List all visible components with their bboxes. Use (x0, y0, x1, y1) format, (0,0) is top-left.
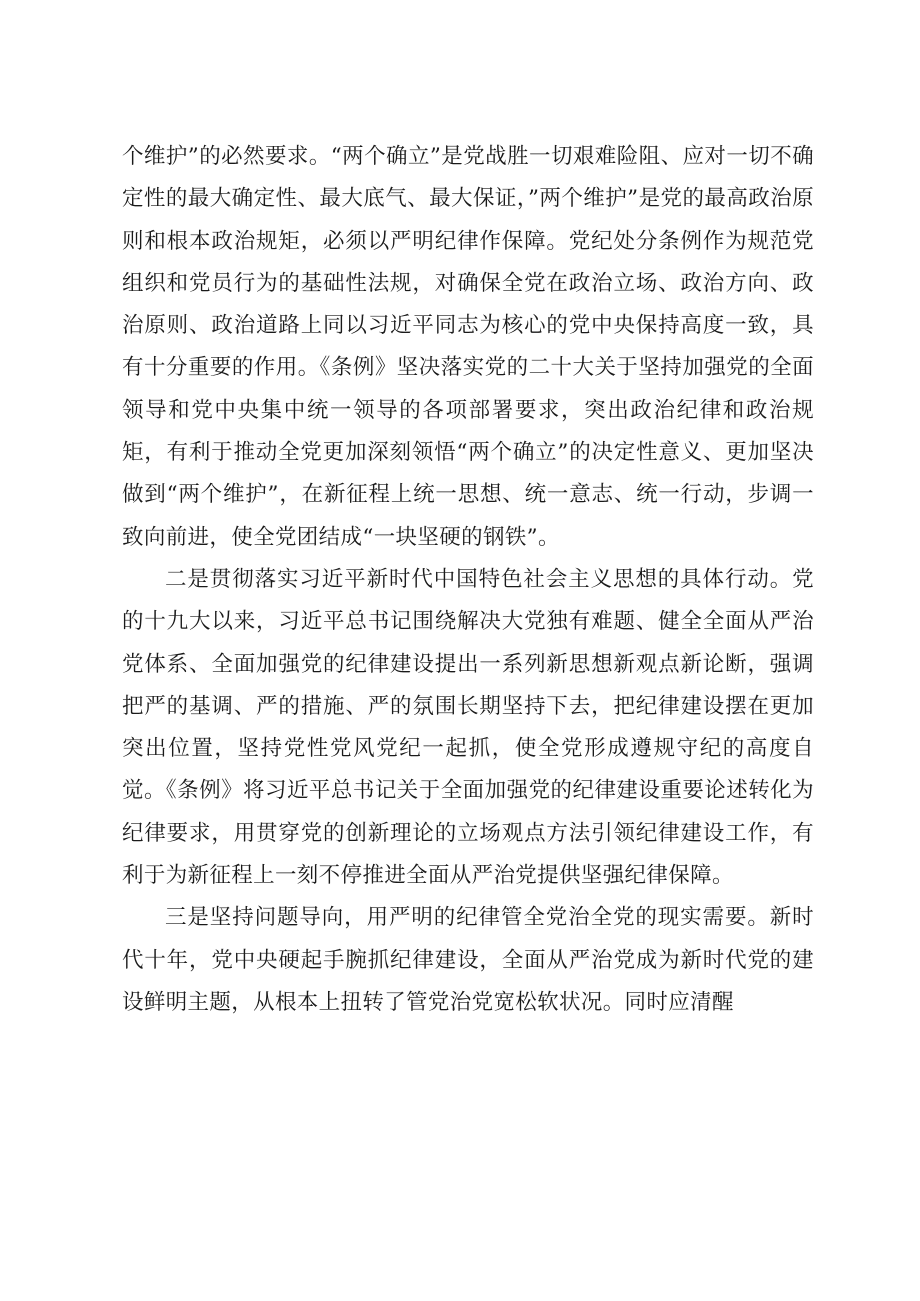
document-body (122, 136, 814, 1024)
paragraph-continuation: 个维护”的必然要求。“两个确立”是党战胜一切艰难险阻、应对一切不确定性的最大确定性、最大底气、最大保证，”两个维护”是党的最高政治原则和根本政治规矩，必须以严明纪律作保障。党纪处分条例作为规范党组织和党员行为的基础性法规，对确保全党在政治立场、政治方向、政治原则、政治道路上同以习近平同志为核心的党中央保持高度一致，具有十分重要的作用。《条例》坚决落实党的二十大关于坚持加强党的全面领导和党中央集中统一领导的各项部署要求，突出政治纪律和政治规矩，有利于推动全党更加深刻领悟“两个确立”的决定性意义、更加坚决做到“两个维护”，在新征程上统一思想、统一意志、统一行动，步调一致向前进，使全党团结成“一块坚硬的钢铁”。 (122, 144, 814, 550)
paragraph-point-two: 二是贯彻落实习近平新时代中国特色社会主义思想的具体行动。党的十九大以来，习近平总书记围绕解决大党独有难题、健全全面从严治党体系、全面加强党的纪律建设提出一系列新思想新观点新论断，强调把严的基调、严的措施、严的氛围长期坚持下去，把纪律建设摆在更加突出位置，坚持党性党风党纪一起抓，使全党形成遵规守纪的高度自觉。《条例》将习近平总书记关于全面加强党的纪律建设重要论述转化为纪律要求，用贯穿党的创新理论的立场观点方法引领纪律建设工作，有利于为新征程上一刻不停推进全面从严治党提供坚强纪律保障。 (122, 566, 814, 889)
paragraph-point-three: 三是坚持问题导向，用严明的纪律管全党治全党的现实需要。新时代十年，党中央硬起手腕抓纪律建设，全面从严治党成为新时代党的建设鲜明主题，从根本上扭转了管党治党宽松软状况。同时应清醒 (122, 905, 814, 1015)
